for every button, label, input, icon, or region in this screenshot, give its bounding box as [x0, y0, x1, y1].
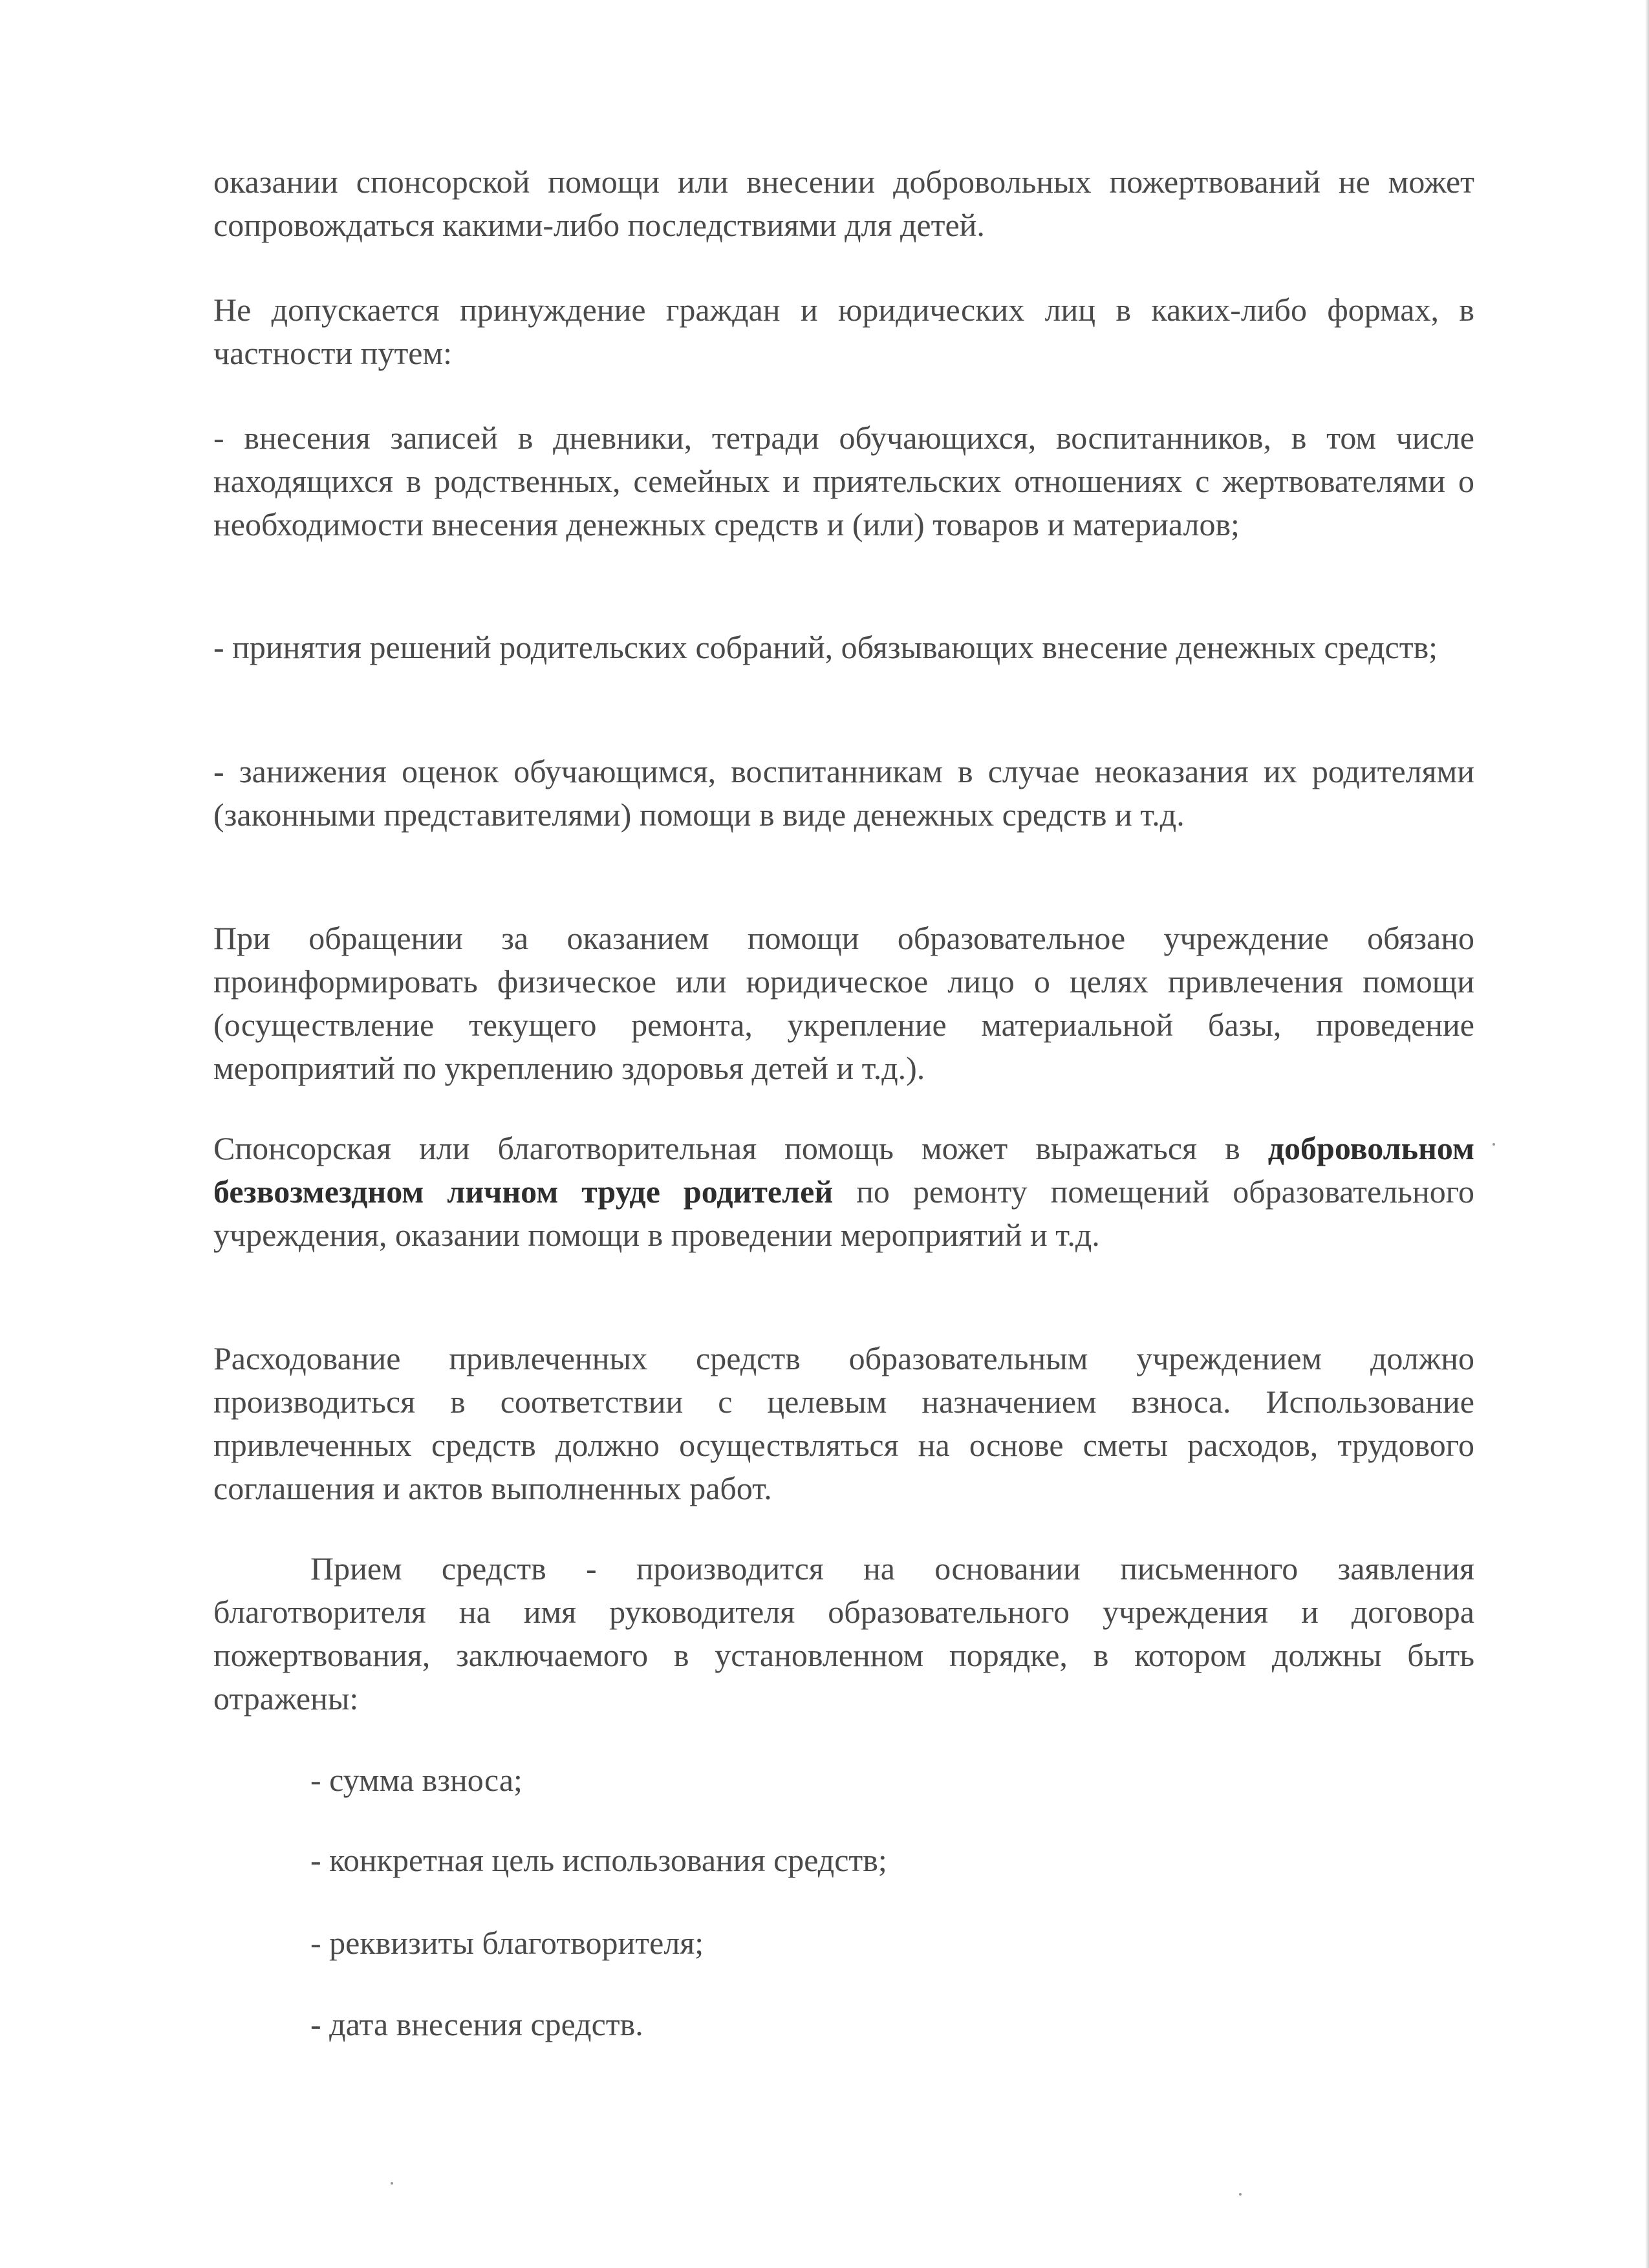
scan-speck — [1493, 1143, 1495, 1146]
paragraph-voluntary-labor — [213, 1127, 1474, 1257]
scan-edge — [1645, 0, 1649, 2268]
paragraph-inform-purpose: При обращении за оказанием помощи образовательное учреждение обязано проинформировать физическое или юридическое лицо о целях привлечения помощи (осуществление текущего ремонта, укрепление материальной базы, проведение мероприятий по укреплению здоровья детей и т.д.). — [213, 920, 1474, 1086]
paragraph-diary-records: - внесения записей в дневники, тетради обучающихся, воспитанников, в том числе находящихся в родственных, семейных и приятельских отношениях с жертвователями о необходимости внесения денежных средств и (или) товаров и материалов; — [213, 420, 1474, 542]
paragraph-parent-meetings: - принятия решений родительских собраний, обязывающих внесение денежных средств; — [213, 629, 1438, 665]
paragraph-lowered-grades: - занижения оценок обучающимся, воспитанникам в случае неоказания их родителями (законными представителями) помощи в виде денежных средств и т.д. — [213, 753, 1474, 833]
scan-speck — [1239, 2193, 1242, 2196]
scan-speck — [391, 2182, 393, 2185]
voluntary-labor-text-end: по ремонту помещений образовательного учреждения, оказании помощи в проведении мероприятий и т.д. — [213, 1173, 1474, 1253]
list-item: - конкретная цель использования средств; — [310, 1842, 887, 1878]
paragraph-receipt-of-funds: Прием средств - производится на основании письменного заявления благотворителя на имя руководителя образовательного учреждения и договора пожертвования, заключаемого в установленном порядке, в котором должны быть отражены: — [213, 1550, 1474, 1717]
paragraph-spending: Расходование привлеченных средств образовательным учреждением должно производиться в соответствии с целевым назначением взноса. Использование привлеченных средств должно осуществляться на основе сметы расходов, трудового соглашения и актов выполненных работ. — [213, 1340, 1474, 1506]
voluntary-labor-emphasis: добровольном безвозмездном личном труде родителей — [213, 1130, 1474, 1210]
list-item: - реквизиты благотворителя; — [310, 1925, 704, 1961]
voluntary-labor-text-start: Спонсорская или благотворительная помощь может выражаться в — [213, 1130, 1268, 1166]
paragraph-consequences: оказании спонсорской помощи или внесении добровольных пожертвований не может сопровождаться какими-либо последствиями для детей. — [213, 164, 1474, 243]
list-item: - сумма взноса; — [310, 1762, 523, 1798]
paragraph-coercion-prohibited: Не допускается принуждение граждан и юридических лиц в каких-либо формах, в частности путем: — [213, 292, 1474, 371]
list-item: - дата внесения средств. — [310, 2006, 643, 2042]
